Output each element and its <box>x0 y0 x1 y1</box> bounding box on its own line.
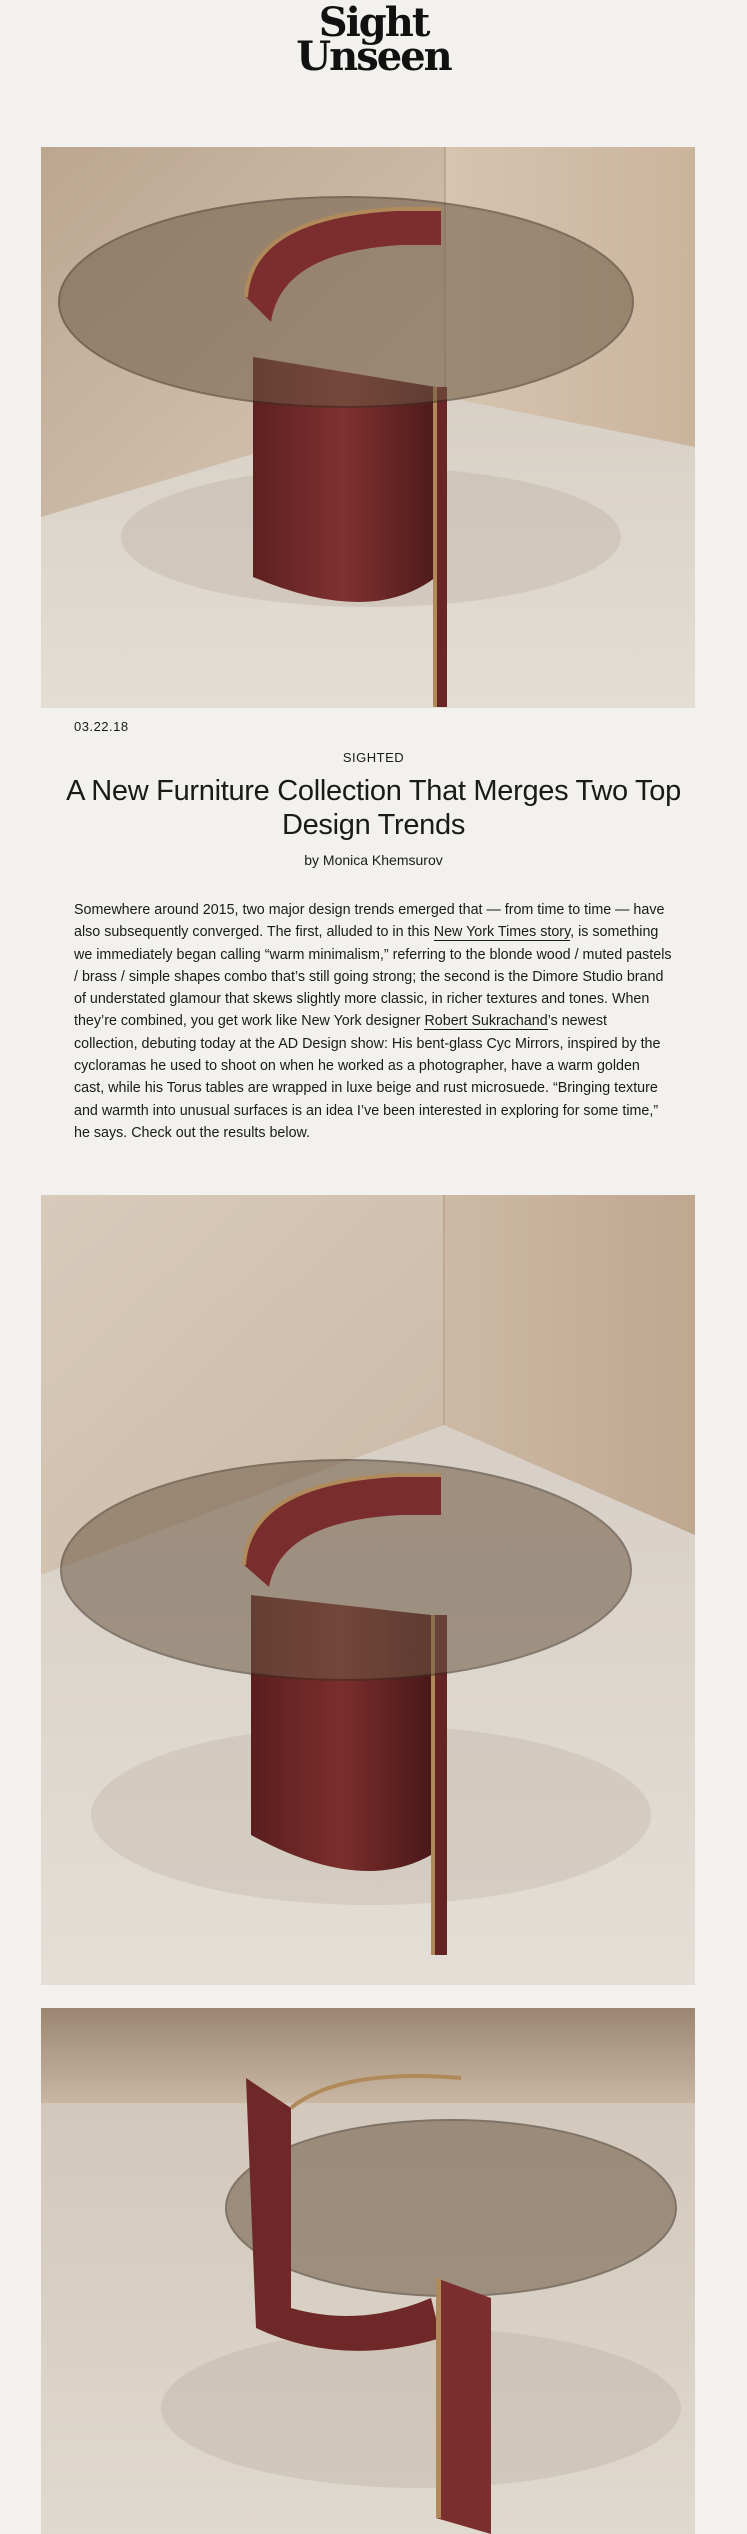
article-category[interactable]: SIGHTED <box>342 750 405 765</box>
hero-image <box>41 147 695 708</box>
body-text-3: ’s newest collection, debuting today at the AD Design show: His bent-glass Cyc Mirrors, inspired by the cycloramas he used to shoot on when he worked as a photographer, have a warm golden cast, while his Torus tables are wrapped in luxe beige and rust microsuede. “Bringing texture and warmth into unusual surfaces is an idea I’ve been interested in exploring for some time,” he says. Check out the results below. <box>74 1013 661 1141</box>
article-date: 03.22.18 <box>74 719 129 734</box>
article-byline: by Monica Khemsurov <box>304 852 443 868</box>
article-title: A New Furniture Collection That Merges Two Top Design Trends <box>66 775 681 841</box>
site-logo[interactable] <box>0 0 747 80</box>
body-text-1: Somewhere around 2015, two major design trends emerged that — from time to time — have also subsequently converged. The first, alluded to in this <box>74 902 665 941</box>
designer-link[interactable]: Robert Sukrachand <box>424 1013 548 1030</box>
table-photo-2 <box>41 1195 695 1985</box>
article-image-2 <box>41 1195 695 1985</box>
nyt-story-link[interactable]: New York Times story <box>433 924 571 941</box>
article-image-3 <box>41 2008 695 2534</box>
table-photo-1 <box>41 147 695 708</box>
body-text-2: , is something we immediately began calling “warm minimalism,” referring to the blonde wood / muted pastels / brass / simple shapes combo that’s still going strong; the second is the Dimore Studio brand of understated glamour that skews slightly more classic, in richer textures and tones. When they’re combined, you get work like New York designer <box>74 924 672 1030</box>
table-photo-3 <box>41 2008 695 2534</box>
logo-line-1: Sight <box>318 0 429 46</box>
article-body <box>74 899 674 1144</box>
logo-line-2: Unseen <box>296 33 451 80</box>
